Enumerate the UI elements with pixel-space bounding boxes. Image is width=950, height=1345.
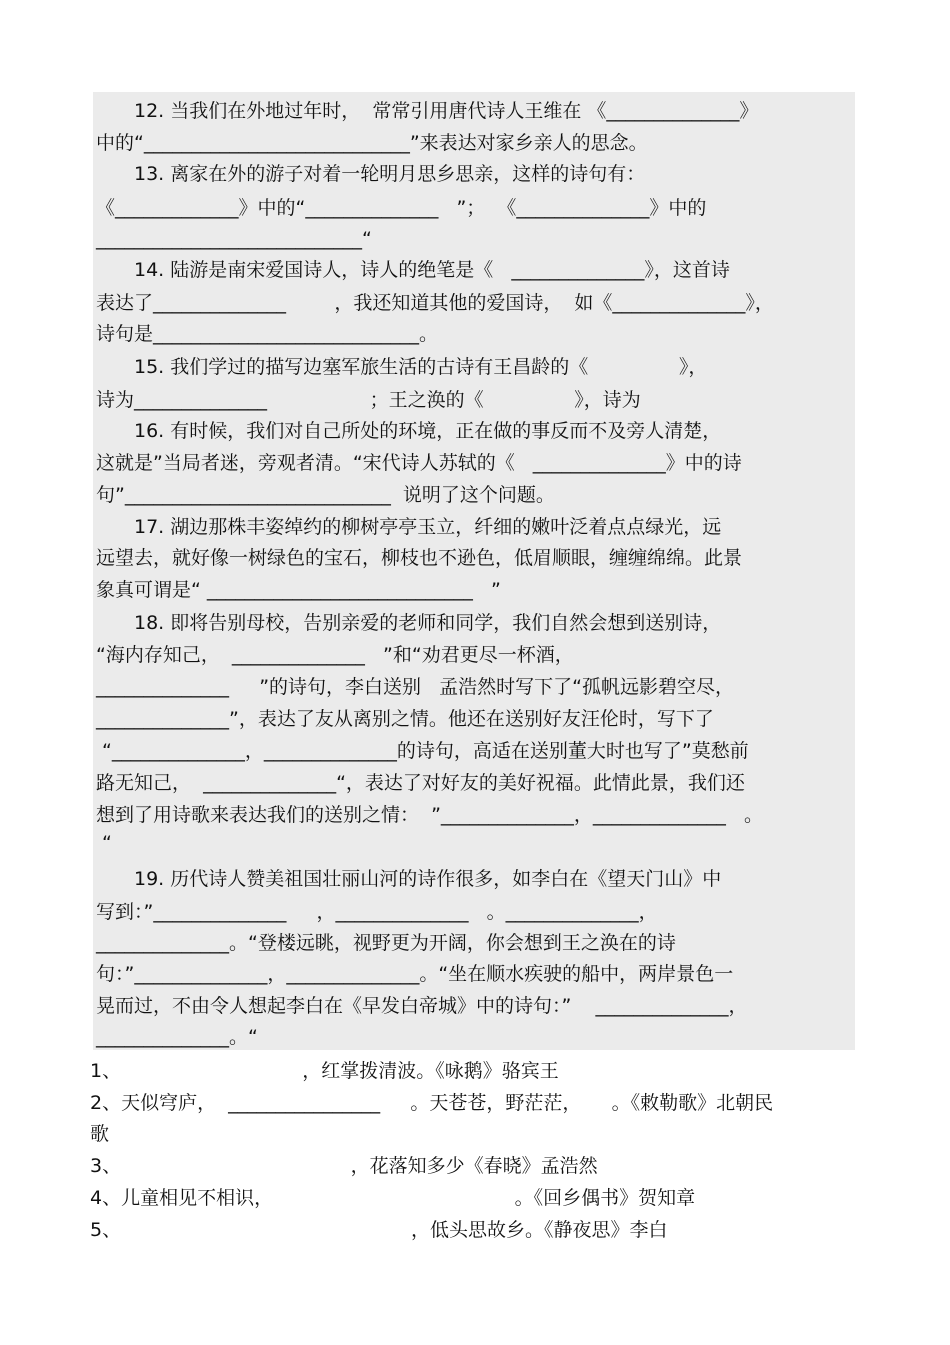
q19-line-4: 句：”______________，______________。“坐在顺水疾驶的船中，两岸景色一 xyxy=(96,963,734,985)
poem-item-5: 5、 ，低头思故乡。《静夜思》李白 xyxy=(90,1219,668,1241)
q19-line-5: 晃而过，不由令人想起李白在《早发白帝城》中的诗句：” ______________， xyxy=(96,995,748,1017)
poem-item-4: 4、儿童相见不相识， 。《回乡偶书》贺知章 xyxy=(90,1187,696,1209)
q18-line-3: ______________ ”的诗句，李白送别 孟浩然时写下了“孤帆远影碧空尽， xyxy=(96,676,735,698)
q16-line-1: 16. 有时候，我们对自己所处的环境，正在做的事反而不及旁人清楚， xyxy=(96,420,722,442)
q18-line-8: “ xyxy=(96,832,112,854)
q19-line-2: 写到：”______________ ，______________ 。______________， xyxy=(96,901,658,923)
q15-line-1: 15. 我们学过的描写边塞军旅生活的古诗有王昌龄的《 》， xyxy=(96,356,708,378)
q19-line-1: 19. 历代诗人赞美祖国壮丽山河的诗作很多，如李白在《望天门山》中 xyxy=(96,868,722,890)
poem-item-1: 1、 ，红掌拨清波。《咏鹅》骆宾王 xyxy=(90,1060,559,1082)
q13-line-3: ____________________________“ xyxy=(96,228,372,250)
q12-line-1: 12. 当我们在外地过年时， 常常引用唐代诗人王维在 《______________》 xyxy=(96,100,759,122)
q16-line-3: 句”____________________________ 说明了这个问题。 xyxy=(96,484,555,506)
q14-line-2: 表达了______________ ，我还知道其他的爱国诗， 如《______________》， xyxy=(96,292,774,314)
q17-line-3: 象真可谓是“ ____________________________ ” xyxy=(96,579,501,601)
q16-line-2: 这就是”当局者迷，旁观者清。“宋代诗人苏轼的《 ______________》中的诗 xyxy=(96,452,742,474)
q13-line-2: 《_____________》中的“______________ ”； 《______________》中的 xyxy=(96,197,707,219)
q12-line-2: 中的“____________________________”来表达对家乡亲人的思念。 xyxy=(96,132,648,154)
q14-line-3: 诗句是____________________________。 xyxy=(96,323,439,345)
q14-line-1: 14. 陆游是南宋爱国诗人，诗人的绝笔是《 ______________》，这首诗 xyxy=(96,259,730,281)
q18-line-4: ______________”，表达了友从离别之情。他还在送别好友汪伦时，写下了 xyxy=(96,708,714,730)
poem-item-2-cont: 歌 xyxy=(90,1123,110,1145)
q18-line-1: 18. 即将告别母校，告别亲爱的老师和同学，我们自然会想到送别诗， xyxy=(96,612,722,634)
q19-line-3: ______________。“登楼远眺，视野更为开阔，你会想到王之涣在的诗 xyxy=(96,932,676,954)
q18-line-2: “海内存知己， ______________ ”和“劝君更尽一杯酒， xyxy=(96,644,574,666)
q13-line-1: 13. 离家在外的游子对着一轮明月思乡思亲，这样的诗句有： xyxy=(96,163,646,185)
poem-item-2: 2、天似穹庐， ________________ 。天苍苍，野茫茫， 。《敕勒歌》北朝民 xyxy=(90,1092,774,1114)
q19-line-6: ______________。“ xyxy=(96,1026,258,1048)
q18-line-6: 路无知己， ______________“，表达了对好友的美好祝福。此情此景，我们还 xyxy=(96,772,745,794)
q18-line-5: “______________，______________的诗句，高适在送别董大时也写了”莫愁前 xyxy=(96,740,749,762)
q17-line-1: 17. 湖边那株丰姿绰约的柳树亭亭玉立，纤细的嫩叶泛着点点绿光，远 xyxy=(96,516,722,538)
q15-line-2: 诗为______________ ；王之涣的《 》，诗为 xyxy=(96,389,641,411)
q18-line-7: 想到了用诗歌来表达我们的送别之情： ”______________，______________ 。 xyxy=(96,804,764,826)
poem-item-3: 3、 ，花落知多少《春晓》孟浩然 xyxy=(90,1155,598,1177)
q17-line-2: 远望去，就好像一树绿色的宝石，柳枝也不逊色，低眉顺眼，缠缠绵绵。此景 xyxy=(96,547,743,569)
